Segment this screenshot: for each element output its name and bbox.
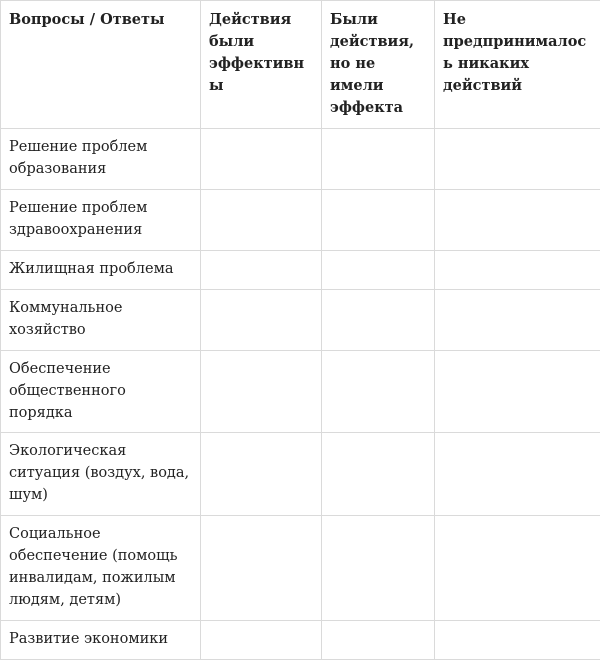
cell-healthcare-no-action[interactable] [435, 190, 600, 251]
table-row [1, 516, 600, 621]
row-label-public-order: Обеспечение общественного порядка [1, 351, 201, 433]
cell-social-security-no-effect[interactable] [322, 516, 435, 621]
cell-utilities-no-action[interactable] [435, 290, 600, 351]
cell-economy-effective[interactable] [201, 621, 322, 660]
cell-ecology-no-effect[interactable] [322, 433, 435, 516]
row-label-healthcare: Решение проблем здравоохранения [1, 190, 201, 251]
cell-healthcare-no-effect[interactable] [322, 190, 435, 251]
table-row [1, 190, 600, 251]
cell-housing-no-action[interactable] [435, 251, 600, 290]
table-row [1, 621, 600, 660]
cell-healthcare-effective[interactable] [201, 190, 322, 251]
row-label-education: Решение проблем образования [1, 129, 201, 190]
cell-public-order-no-effect[interactable] [322, 351, 435, 433]
cell-public-order-effective[interactable] [201, 351, 322, 433]
cell-education-no-action[interactable] [435, 129, 600, 190]
table-row [1, 129, 600, 190]
header-effective: Действия были эффективны [201, 1, 322, 129]
cell-economy-no-action[interactable] [435, 621, 600, 660]
table-row [1, 351, 600, 433]
cell-economy-no-effect[interactable] [322, 621, 435, 660]
header-questions: Вопросы / Ответы [1, 1, 201, 129]
table-row [1, 251, 600, 290]
row-label-housing: Жилищная проблема [1, 251, 201, 290]
header-row [1, 1, 600, 129]
header-no-effect: Были действия, но не имели эффекта [322, 1, 435, 129]
cell-education-effective[interactable] [201, 129, 322, 190]
table-row [1, 290, 600, 351]
row-label-economy: Развитие экономики [1, 621, 201, 660]
cell-utilities-no-effect[interactable] [322, 290, 435, 351]
table-row [1, 433, 600, 516]
cell-ecology-no-action[interactable] [435, 433, 600, 516]
cell-housing-no-effect[interactable] [322, 251, 435, 290]
cell-public-order-no-action[interactable] [435, 351, 600, 433]
row-label-social-security: Социальное обеспечение (помощь инвалидам, пожилым людям, детям) [1, 516, 201, 621]
cell-social-security-effective[interactable] [201, 516, 322, 621]
row-label-utilities: Коммунальное хозяйство [1, 290, 201, 351]
cell-housing-effective[interactable] [201, 251, 322, 290]
cell-utilities-effective[interactable] [201, 290, 322, 351]
cell-ecology-effective[interactable] [201, 433, 322, 516]
header-no-action: Не предпринималось никаких действий [435, 1, 600, 129]
cell-education-no-effect[interactable] [322, 129, 435, 190]
cell-social-security-no-action[interactable] [435, 516, 600, 621]
row-label-ecology: Экологическая ситуация (воздух, вода, шум) [1, 433, 201, 516]
